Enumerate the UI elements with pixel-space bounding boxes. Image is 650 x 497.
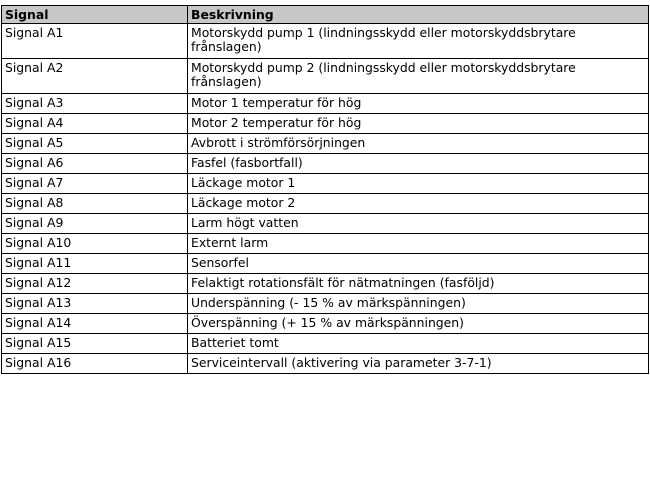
header-signal: Signal	[2, 6, 188, 24]
description-cell: Motorskydd pump 1 (lindningsskydd eller motorskyddsbrytare frånslagen)	[188, 24, 649, 59]
table-row	[2, 134, 649, 154]
description-cell: Sensorfel	[188, 254, 649, 274]
signal-cell: Signal A2	[2, 59, 188, 94]
description-cell: Underspänning (- 15 % av märkspänningen)	[188, 294, 649, 314]
description-cell: Serviceintervall (aktivering via parameter 3-7-1)	[188, 354, 649, 374]
header-description: Beskrivning	[188, 6, 649, 24]
table-row	[2, 254, 649, 274]
description-cell: Avbrott i strömförsörjningen	[188, 134, 649, 154]
signal-cell: Signal A7	[2, 174, 188, 194]
table-row	[2, 94, 649, 114]
signal-cell: Signal A4	[2, 114, 188, 134]
signal-cell: Signal A8	[2, 194, 188, 214]
description-cell: Larm högt vatten	[188, 214, 649, 234]
table-row	[2, 234, 649, 254]
description-cell: Motorskydd pump 2 (lindningsskydd eller motorskyddsbrytare frånslagen)	[188, 59, 649, 94]
description-cell: Motor 1 temperatur för hög	[188, 94, 649, 114]
table-row	[2, 154, 649, 174]
table-row	[2, 334, 649, 354]
description-cell: Externt larm	[188, 234, 649, 254]
signal-cell: Signal A1	[2, 24, 188, 59]
table-row	[2, 194, 649, 214]
signal-cell: Signal A16	[2, 354, 188, 374]
signal-cell: Signal A11	[2, 254, 188, 274]
table-row	[2, 214, 649, 234]
description-cell: Batteriet tomt	[188, 334, 649, 354]
description-cell: Läckage motor 2	[188, 194, 649, 214]
signal-cell: Signal A10	[2, 234, 188, 254]
description-cell: Fasfel (fasbortfall)	[188, 154, 649, 174]
table-row	[2, 314, 649, 334]
signal-cell: Signal A6	[2, 154, 188, 174]
table-body	[2, 24, 649, 374]
description-cell: Läckage motor 1	[188, 174, 649, 194]
signal-cell: Signal A12	[2, 274, 188, 294]
signal-cell: Signal A13	[2, 294, 188, 314]
description-cell: Överspänning (+ 15 % av märkspänningen)	[188, 314, 649, 334]
table-row	[2, 174, 649, 194]
table-row	[2, 114, 649, 134]
description-cell: Motor 2 temperatur för hög	[188, 114, 649, 134]
table-row	[2, 24, 649, 59]
table-row	[2, 354, 649, 374]
signal-table	[1, 5, 649, 374]
description-cell: Felaktigt rotationsfält för nätmatningen (fasföljd)	[188, 274, 649, 294]
table-header	[2, 6, 649, 24]
signal-cell: Signal A3	[2, 94, 188, 114]
table-row	[2, 294, 649, 314]
table-row	[2, 274, 649, 294]
signal-cell: Signal A15	[2, 334, 188, 354]
table-row	[2, 59, 649, 94]
signal-cell: Signal A9	[2, 214, 188, 234]
signal-cell: Signal A5	[2, 134, 188, 154]
signal-cell: Signal A14	[2, 314, 188, 334]
header-row	[2, 6, 649, 24]
